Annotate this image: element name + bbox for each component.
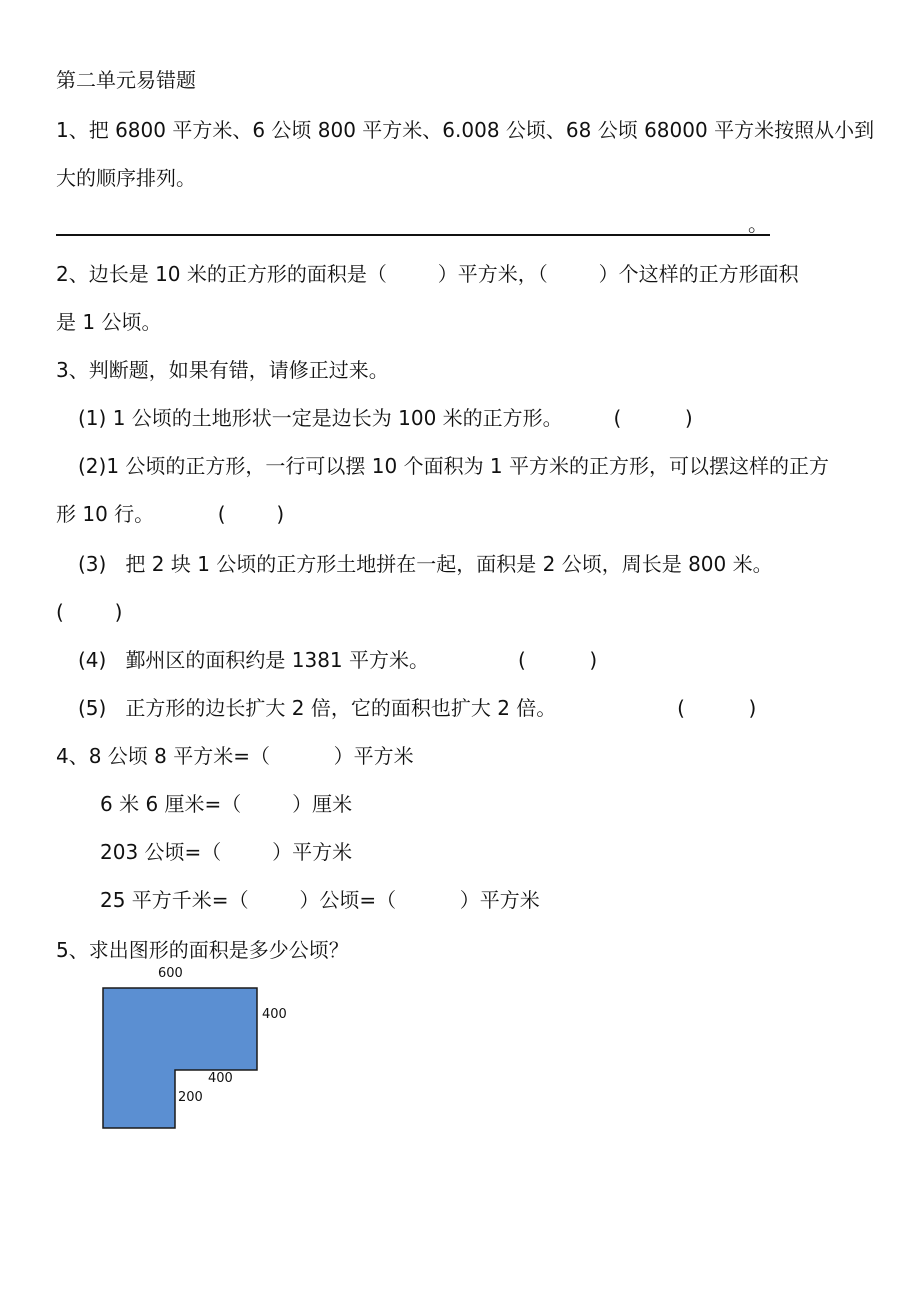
answer-line-end-mark: 。 <box>748 212 768 236</box>
question-5-heading: 5、求出图形的面积是多少公顷？ <box>56 938 349 962</box>
label-right-side: 400 <box>262 1007 287 1022</box>
judgement-item-3-line-2: ( ) <box>56 600 123 624</box>
question-4-line-3: 203 公顷=（ ）平方米 <box>100 840 353 864</box>
question-3-heading: 3、判断题，如果有错，请修正过来。 <box>56 358 389 382</box>
question-1-line-2: 大的顺序排列。 <box>56 166 196 190</box>
judgement-item-1: (1) 1 公顷的土地形状一定是边长为 100 米的正方形。 ( ) <box>78 406 693 430</box>
l-shape-area <box>103 988 257 1128</box>
judgement-item-2-line-1: (2)1 公顷的正方形，一行可以摆 10 个面积为 1 平方米的正方形，可以摆这样的正方 <box>78 454 830 478</box>
question-4-line-4: 25 平方千米=（ ）公顷=（ ）平方米 <box>100 888 540 912</box>
judgement-item-3-line-1: (3) 把 2 块 1 公顷的正方形土地拼在一起，面积是 2 公顷，周长是 800 米。 <box>78 552 773 576</box>
judgement-item-2-line-2: 形 10 行。 ( ) <box>56 502 285 526</box>
label-top-side: 600 <box>158 966 183 981</box>
question-2-line-1: 2、边长是 10 米的正方形的面积是（ ）平方米，（ ）个这样的正方形面积 <box>56 262 799 286</box>
question-2-line-2: 是 1 公顷。 <box>56 310 162 334</box>
label-inner-horizontal: 400 <box>208 1071 233 1086</box>
worksheet-title: 第二单元易错题 <box>56 68 196 92</box>
question-1-line-1: 1、把 6800 平方米、6 公顷 800 平方米、6.008 公顷、68 公顷 68000 平方米按照从小到 <box>56 118 875 142</box>
question-4-line-2: 6 米 6 厘米=（ ）厘米 <box>100 792 353 816</box>
judgement-item-5: (5) 正方形的边长扩大 2 倍，它的面积也扩大 2 倍。 ( ) <box>78 696 757 720</box>
label-inner-vertical: 200 <box>178 1090 203 1105</box>
judgement-item-4: (4) 鄞州区的面积约是 1381 平方米。 ( ) <box>78 648 598 672</box>
question-4-line-1: 4、8 公顷 8 平方米=（ ）平方米 <box>56 744 414 768</box>
